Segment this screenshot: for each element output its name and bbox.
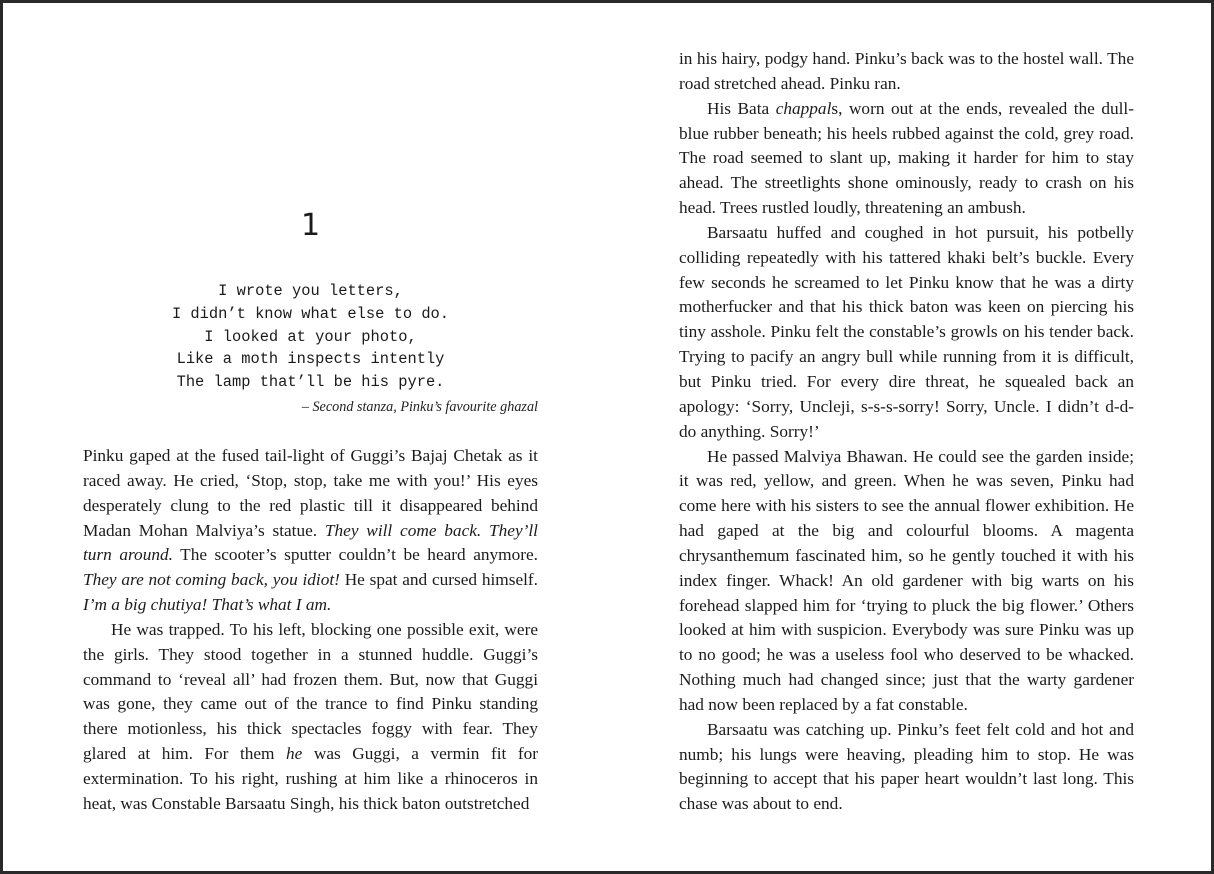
epigraph-line: Like a moth inspects intently [176,350,445,369]
text-run: The scooter’s sputter couldn’t be heard anymore. [172,545,538,565]
paragraph: Barsaatu huffed and coughed in hot pursuit, his potbelly colliding repeatedly with his tattered khaki belt’s buckle. Every few seconds he screamed to let Pinku know that he was a dirty motherfucker and that his thick baton was keen on piercing his tiny asshole. Pinku felt the constable’s growls on his tender back. Trying to pacify an angry bull while running from it is difficult, but Pinku tried. For every dire threat, he squealed back an apology: ‘Sorry, Uncleji, s-s-s-sorry! Sorry, Uncle. I didn’t d-d-do anything. Sorry!’ [679,222,1134,441]
italic-run: They are not coming back, you idiot! [83,570,340,590]
right-body-text [679,47,1134,817]
text-run: His Bata [707,98,776,118]
left-body-text [83,444,538,817]
italic-run: he [286,744,303,764]
text-run: was Guggi, a vermin fit for extermination. To his right, rushing at him like a rhinoceros in heat, was Constable Barsaatu Singh, his thick baton outstretched [83,744,539,813]
italic-run: chappal [775,98,832,118]
paragraph: He passed Malviya Bhawan. He could see the garden inside; it was red, yellow, and green. When he was seven, Pinku had come here with his sisters to see the annual flower exhibition. He had gaped at the big and colourful blooms. A magenta chrysanthemum fascinated him, so he gently touched it with his index finger. Whack! An old gardener with big warts on his forehead slapped him for ‘trying to pluck the big flower.’ Others looked at him with suspicion. Everybody was sure Pinku was up to no good; he was a useless fool who deserved to be whacked. Nothing much had changed since; just that the warty gardener had now been replaced by a fat constable. [679,446,1134,714]
epigraph [83,280,538,394]
text-run: s, worn out at the ends, revealed the dull-blue rubber beneath; his heels rubbed against the cold, grey road. The road seemed to slant up, making it harder for him to stay ahead. The streetlights shone ominously, ready to crash on his head. Trees rustled loudly, threatening an ambush. [679,98,1134,218]
italic-run: They will come back. They’ll turn around. [83,520,538,565]
epigraph-line: I didn’t know what else to do. [171,304,450,323]
italic-run: I’m a big chutiya! That’s what I am. [83,595,332,615]
epigraph-line: I wrote you letters, [218,282,403,300]
book-spread [3,3,1211,871]
paragraph [83,444,538,618]
paragraph: Barsaatu was catching up. Pinku’s feet felt cold and hot and numb; his lungs were heaving, pleading him to stop. He was beginning to accept that his paper heart wouldn’t last long. This chase was about to end. [679,719,1134,814]
epigraph-line: The lamp that’ll be his pyre. [176,373,445,392]
epigraph-line: I looked at your photo, [204,327,417,346]
paragraph [679,97,1134,221]
chapter-number: 1 [300,208,321,243]
paragraph [83,618,538,817]
paragraph: in his hairy, podgy hand. Pinku’s back was to the hostel wall. The road stretched ahead. Pinku ran. [679,49,1134,93]
text-run: Pinku gaped at the fused tail-light of Guggi’s Bajaj Chetak as it raced away. He cried, ‘Stop, stop, take me with you!’ His eyes desperately clung to the red plastic till it disappeared behind Madan Mohan Malviya’s statue. [83,446,538,540]
text-run: He spat and cursed himself. [339,570,538,590]
text-run: He was trapped. To his left, blocking one possible exit, were the girls. They stood together in a stunned huddle. Guggi’s command to ‘reveal all’ had frozen them. But, now that Guggi was gone, they came out of the trance to find Pinku standing there motionless, his thick spectacles foggy with fear. They glared at him. For them [83,619,538,764]
epigraph-attribution: – Second stanza, Pinku’s favourite ghazal [301,399,538,415]
